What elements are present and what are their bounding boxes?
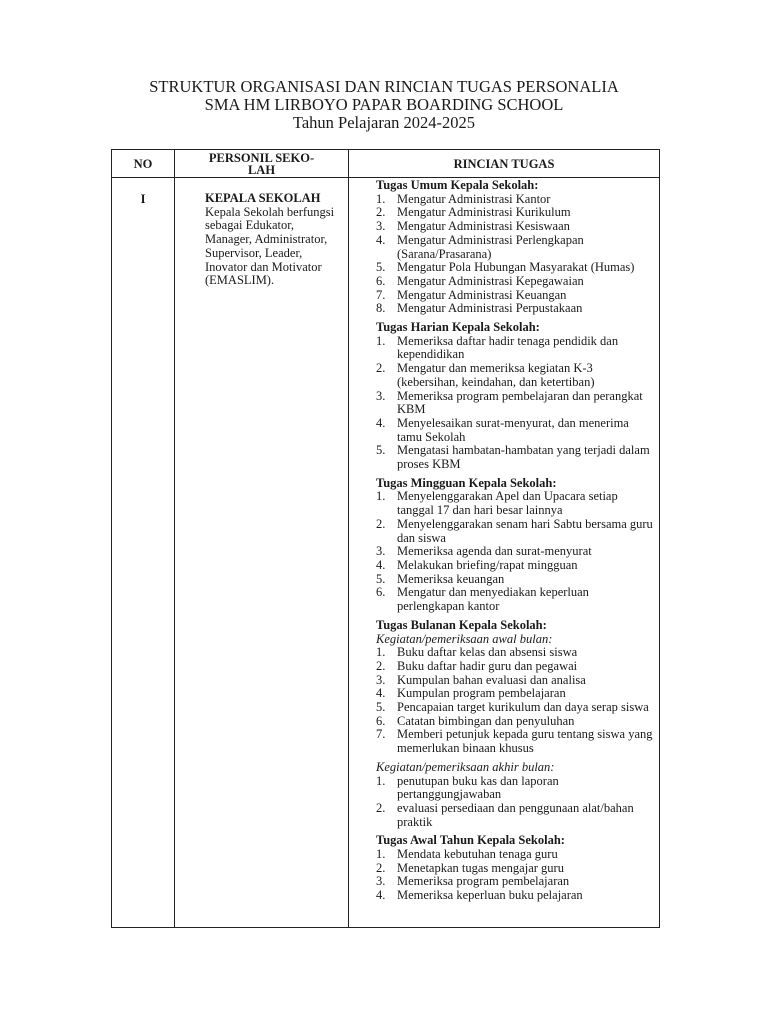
item-number: 4. — [376, 415, 386, 430]
list-item — [377, 802, 653, 829]
item-number: 1. — [376, 191, 386, 206]
task-section — [377, 477, 653, 614]
item-text: Memeriksa agenda dan surat-menyurat — [397, 544, 592, 559]
list-item — [377, 444, 653, 471]
task-sections — [377, 179, 653, 903]
item-number: 2. — [376, 361, 386, 376]
item-number: 3. — [376, 672, 386, 687]
list-item — [377, 674, 653, 688]
list-item — [377, 586, 653, 613]
item-number: 7. — [376, 727, 386, 742]
task-list — [377, 490, 653, 613]
item-number: 1. — [376, 489, 386, 504]
item-number: 5. — [376, 571, 386, 586]
item-text: Mendata kebutuhan tenaga guru — [397, 847, 558, 862]
list-item — [377, 701, 653, 715]
item-number: 1. — [376, 333, 386, 348]
list-item — [377, 362, 653, 389]
item-text: Mengatasi hambatan-hambatan yang terjadi dalam proses KBM — [397, 443, 650, 472]
item-text: Buku daftar hadir guru dan pegawai — [397, 658, 578, 673]
item-text: Mengatur Administrasi Keuangan — [397, 287, 567, 302]
item-number: 1. — [376, 645, 386, 660]
item-number: 1. — [376, 847, 386, 862]
task-section — [377, 179, 653, 316]
list-item — [377, 490, 653, 517]
personil-cell — [175, 178, 349, 928]
title-line-2: SMA HM LIRBOYO PAPAR BOARDING SCHOOL — [204, 95, 564, 114]
list-item — [377, 715, 653, 729]
list-item — [377, 660, 653, 674]
item-text: Memeriksa program pembelajaran — [397, 874, 570, 889]
task-section — [377, 619, 653, 756]
list-item — [377, 775, 653, 802]
item-number: 3. — [376, 388, 386, 403]
table-header-row — [112, 150, 660, 178]
item-text: penutupan buku kas dan laporan pertanggungjawaban — [397, 773, 559, 802]
document-title — [0, 78, 768, 132]
title-line-3: Tahun Pelajaran 2024-2025 — [292, 113, 476, 132]
item-number: 2. — [376, 205, 386, 220]
section-title: Tugas Bulanan Kepala Sekolah: — [376, 617, 547, 632]
list-item — [377, 559, 653, 573]
list-item — [377, 687, 653, 701]
item-text: Melakukan briefing/rapat mingguan — [397, 557, 578, 572]
item-text: Buku daftar kelas dan absensi siswa — [397, 645, 578, 660]
item-text: Menetapkan tugas mengajar guru — [397, 860, 564, 875]
section-title: Tugas Harian Kepala Sekolah: — [376, 320, 540, 335]
list-item — [377, 289, 653, 303]
item-text: Mengatur Administrasi Perlengkapan (Sarana/Prasarana) — [397, 232, 584, 261]
header-personil: PERSONIL SEKO- LAH — [175, 150, 349, 178]
item-number: 2. — [376, 860, 386, 875]
item-text: Mengatur Administrasi Kantor — [397, 191, 551, 206]
title-line-1: STRUKTUR ORGANISASI DAN RINCIAN TUGAS PERSONALIA — [149, 77, 619, 96]
task-table — [111, 149, 660, 928]
item-number: 2. — [376, 516, 386, 531]
task-list — [377, 848, 653, 903]
item-text: Kumpulan bahan evaluasi dan analisa — [397, 672, 586, 687]
item-number: 2. — [376, 658, 386, 673]
list-item — [377, 646, 653, 660]
list-item — [377, 193, 653, 207]
item-text: Mengatur Administrasi Kepegawaian — [397, 273, 584, 288]
list-item — [377, 889, 653, 903]
list-item — [377, 728, 653, 755]
list-item — [377, 206, 653, 220]
personil-title: KEPALA SEKOLAH — [205, 191, 321, 205]
item-number: 6. — [376, 585, 386, 600]
list-item — [377, 234, 653, 261]
section-subtitle: Kegiatan/pemeriksaan awal bulan: — [376, 631, 553, 646]
task-list — [377, 646, 653, 756]
section-title: Tugas Mingguan Kepala Sekolah: — [376, 475, 557, 490]
item-text: Mengatur dan menyediakan keperluan perlengkapan kantor — [397, 585, 589, 614]
item-number: 4. — [376, 888, 386, 903]
item-text: Memeriksa program pembelajaran dan perangkat KBM — [397, 388, 643, 417]
item-text: Memeriksa daftar hadir tenaga pendidik dan kependidikan — [397, 333, 619, 362]
item-text: Menyelesaikan surat-menyurat, dan menerima tamu Sekolah — [397, 415, 629, 444]
item-number: 5. — [376, 700, 386, 715]
item-number: 3. — [376, 874, 386, 889]
item-number: 1. — [376, 773, 386, 788]
list-item — [377, 261, 653, 275]
item-number: 4. — [376, 557, 386, 572]
item-number: 6. — [376, 713, 386, 728]
list-item — [377, 518, 653, 545]
task-section — [377, 834, 653, 903]
item-text: Memeriksa keperluan buku pelajaran — [397, 888, 583, 903]
item-number: 8. — [376, 301, 386, 316]
list-item — [377, 417, 653, 444]
row-number: I — [112, 178, 175, 928]
header-no: NO — [112, 150, 175, 178]
personil-description: Kepala Sekolah berfungsi sebagai Edukator, Manager, Administrator, Supervisor, Leader, Inovator dan Motivator (EMASLIM). — [205, 204, 335, 288]
section-title: Tugas Umum Kepala Sekolah: — [376, 178, 539, 192]
list-item — [377, 862, 653, 876]
list-item — [377, 875, 653, 889]
rincian-cell — [349, 178, 660, 928]
list-item — [377, 275, 653, 289]
list-item — [377, 220, 653, 234]
list-item — [377, 573, 653, 587]
item-text: Menyelenggarakan senam hari Sabtu bersama guru dan siswa — [397, 516, 653, 545]
item-number: 3. — [376, 219, 386, 234]
item-number: 2. — [376, 800, 386, 815]
list-item — [377, 335, 653, 362]
item-text: Mengatur Administrasi Perpustakaan — [397, 301, 583, 316]
list-item — [377, 390, 653, 417]
item-text: Mengatur dan memeriksa kegiatan K-3 (kebersihan, keindahan, dan ketertiban) — [397, 361, 595, 389]
header-rincian: RINCIAN TUGAS — [349, 150, 660, 178]
task-section — [377, 761, 653, 830]
item-text: Memberi petunjuk kepada guru tentang siswa yang memerlukan binaan khusus — [397, 727, 653, 756]
item-number: 5. — [376, 443, 386, 458]
item-number: 6. — [376, 273, 386, 288]
task-list — [377, 335, 653, 472]
item-text: Mengatur Administrasi Kurikulum — [397, 205, 571, 220]
section-title: Tugas Awal Tahun Kepala Sekolah: — [376, 833, 565, 848]
item-text: Menyelenggarakan Apel dan Upacara setiap tanggal 17 dan hari besar lainnya — [397, 489, 618, 518]
item-number: 3. — [376, 544, 386, 559]
item-number: 7. — [376, 287, 386, 302]
item-number: 4. — [376, 686, 386, 701]
item-text: Mengatur Administrasi Kesiswaan — [397, 219, 570, 234]
task-list — [377, 193, 653, 316]
item-text: Memeriksa keuangan — [397, 571, 505, 586]
task-list — [377, 775, 653, 830]
item-text: Kumpulan program pembelajaran — [397, 686, 566, 701]
item-number: 4. — [376, 232, 386, 247]
item-text: Catatan bimbingan dan penyuluhan — [397, 713, 575, 728]
item-text: Mengatur Pola Hubungan Masyarakat (Humas) — [397, 260, 635, 275]
item-number: 5. — [376, 260, 386, 275]
item-text: Pencapaian target kurikulum dan daya serap siswa — [397, 700, 649, 715]
item-text: evaluasi persediaan dan penggunaan alat/bahan praktik — [397, 800, 634, 829]
section-subtitle: Kegiatan/pemeriksaan akhir bulan: — [376, 759, 555, 774]
list-item — [377, 848, 653, 862]
task-section — [377, 321, 653, 472]
table-row — [112, 178, 660, 928]
list-item — [377, 545, 653, 559]
list-item — [377, 302, 653, 316]
